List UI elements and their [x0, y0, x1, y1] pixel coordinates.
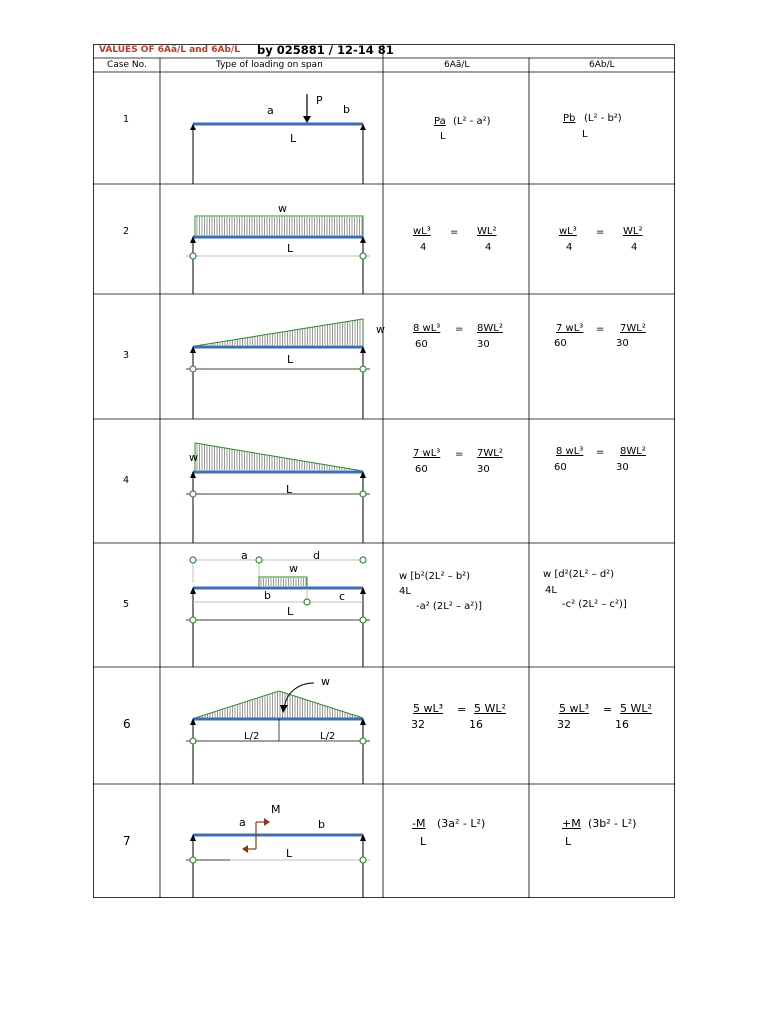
label-w: w: [289, 562, 298, 575]
case-number: 7: [123, 834, 131, 848]
diagram-triangular-decreasing: [160, 419, 383, 543]
label-b: b: [343, 103, 350, 116]
diagram-symmetric-triangular: [160, 667, 383, 784]
case-number: 2: [123, 226, 130, 237]
label-l: L: [286, 847, 293, 860]
label-a: a: [239, 816, 246, 829]
label-l: L: [287, 605, 294, 618]
label-l: L: [287, 353, 294, 366]
diagram-applied-moment: [160, 784, 383, 898]
case-number: 4: [123, 475, 130, 486]
label-a: a: [267, 104, 274, 117]
label-w: w: [189, 451, 198, 464]
label-l: L: [287, 242, 294, 255]
col-header-loading: Type of loading on span: [216, 60, 323, 70]
label-a: a: [241, 549, 248, 562]
table-author: by 025881 / 12-14 81: [257, 43, 394, 57]
col-header-6aa: 6Aã/L: [444, 60, 470, 70]
label-w: w: [321, 675, 330, 688]
case-number: 5: [123, 599, 130, 610]
diagram-triangular-increasing: [160, 294, 383, 419]
diagram-uniform-load: [160, 184, 383, 294]
label-w: w: [278, 202, 287, 215]
case-number: 1: [123, 114, 130, 125]
label-d: d: [313, 549, 320, 562]
label-w: w: [376, 323, 385, 336]
case-number: 6: [123, 717, 131, 731]
label-m: M: [271, 803, 281, 816]
label-l-half: L/2: [244, 731, 260, 742]
label-c: c: [339, 590, 346, 603]
values-table: VALUES OF 6Aã/L and 6Ab/L by 025881 / 12-14 81 Case No. Type of loading on span 6Aã/L 6Ab/L 1 2 3 4 5 6 7 P a b L w L w L w L a d w b c L w L/2 L/2 M a b L Pa (L² - a²) L Pb (L² - b²) L wL³ = WL² 4 4 wL³ = WL² 4 4 8 wL³ = 8WL² 60 30 7 wL³ = 7WL² 60 30 7 wL³ = 7WL² 60 30 8 wL³ = 8WL² 60 30 w [b²(2L² – b²) 4L -a² (2L² – a²)] w [d²(2L² – d²) 4L -c² (2L² – c²)] 5 wL³ = 5 WL² 32 16 5 wL³ = 5 WL² 32 16 -M (3a² - L²) L +M (3b² - L²) L: [93, 44, 675, 898]
col-header-6ab: 6Ab/L: [589, 60, 615, 70]
label-b: b: [264, 589, 271, 602]
case-number: 3: [123, 350, 130, 361]
diagram-partial-uniform-load: [160, 543, 383, 667]
label-l-half: L/2: [320, 731, 336, 742]
table-title: VALUES OF 6Aã/L and 6Ab/L: [99, 45, 240, 55]
diagram-point-load: [160, 72, 383, 184]
label-l: L: [290, 132, 297, 145]
label-l: L: [286, 483, 293, 496]
col-header-case: Case No.: [107, 60, 147, 70]
label-p: P: [316, 94, 323, 107]
label-b: b: [318, 818, 325, 831]
